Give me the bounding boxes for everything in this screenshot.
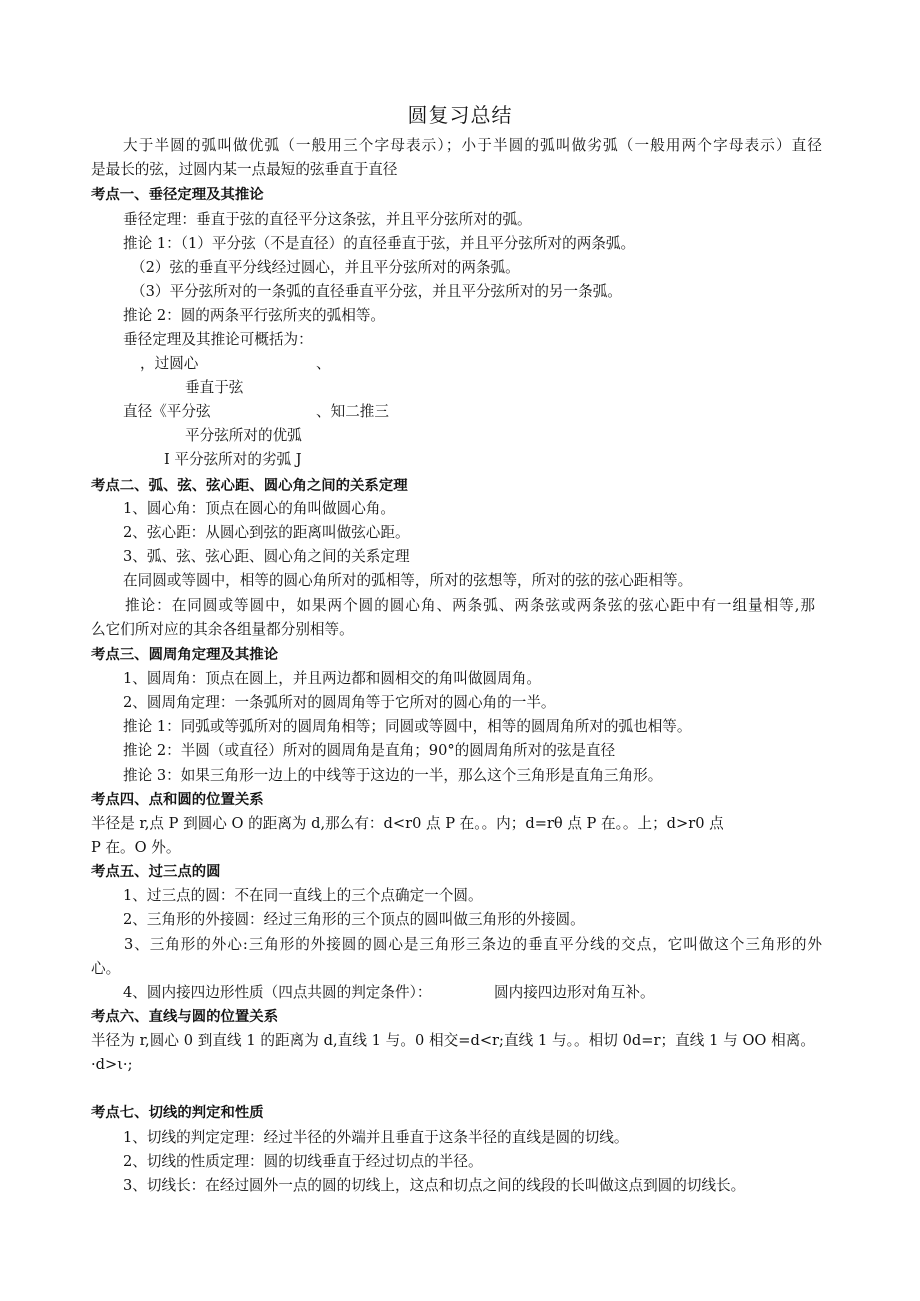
- section-heading: 考点六、直线与圆的位置关系: [91, 1009, 279, 1025]
- outline-line: 、: [316, 355, 331, 372]
- outline-line: 、知二推三: [316, 403, 389, 420]
- text-line: 推论 2：半圆（或直径）所对的圆周角是直角；90°的圆周角所对的弦是直径: [123, 742, 616, 759]
- section-heading: 考点七、切线的判定和性质: [91, 1105, 264, 1121]
- intro-line: 是最长的弦，过圆内某一点最短的弦垂直于直径: [91, 161, 398, 178]
- text-line: 么它们所对应的其余各组量都分别相等。: [91, 621, 354, 638]
- text-line: 3、三角形的外心:三角形的外接圆的圆心是三角形三条边的垂直平分线的交点，它叫做这个三角形的外: [124, 936, 822, 953]
- text-line: 在同圆或等圆中，相等的圆心角所对的弧相等，所对的弦想等，所对的弦的弦心距相等。: [123, 572, 693, 589]
- text-line: 推论 1：同弧或等弧所对的圆周角相等；同圆或等圆中，相等的圆周角所对的弧也相等。: [123, 718, 692, 735]
- text-line: （2）弦的垂直平分线经过圆心，并且平分弦所对的两条弧。: [131, 259, 520, 276]
- outline-line: 直径《平分弦: [123, 403, 211, 420]
- outline-line: 垂直于弦: [185, 379, 244, 396]
- intro-line: 大于半圆的弧叫做优弧（一般用三个字母表示）；小于半圆的弧叫做劣弧（一般用两个字母表示）直径: [123, 137, 822, 154]
- section-heading: 考点五、过三点的圆: [91, 864, 221, 880]
- text-line: 垂径定理：垂直于弦的直径平分这条弦，并且平分弦所对的弧。: [123, 211, 532, 228]
- text-line: 2、切线的性质定理：圆的切线垂直于经过切点的半径。: [123, 1153, 483, 1170]
- text-line: 3、切线长：在经过圆外一点的圆的切线上，这点和切点之间的线段的长叫做这点到圆的切线长。: [123, 1177, 746, 1194]
- text-line: 推论 2：圆的两条平行弦所夹的弧相等。: [123, 307, 386, 324]
- text-line: 3、弧、弦、弦心距、圆心角之间的关系定理: [123, 548, 410, 565]
- text-line: 2、三角形的外接圆：经过三角形的三个顶点的圆叫做三角形的外接圆。: [123, 911, 585, 928]
- text-line: 2、圆周角定理：一条弧所对的圆周角等于它所对的圆心角的一半。: [123, 694, 556, 711]
- page-title: 圆复习总结: [407, 103, 513, 127]
- text-line: ·d>ι·;: [91, 1056, 133, 1073]
- text-line: 1、切线的判定定理：经过半径的外端并且垂直于这条半径的直线是圆的切线。: [123, 1129, 629, 1146]
- text-line: 圆内接四边形对角互补。: [494, 984, 655, 1001]
- outline-line: I 平分弦所对的劣弧 J: [164, 451, 302, 468]
- text-line: 心。: [91, 960, 121, 977]
- section-heading: 考点四、点和圆的位置关系: [91, 792, 264, 808]
- section-heading: 考点一、垂径定理及其推论: [91, 187, 264, 203]
- section-heading: 考点二、弧、弦、弦心距、圆心角之间的关系定理: [91, 478, 408, 494]
- text-line: 推论 1：（1）平分弦（不是直径）的直径垂直于弦，并且平分弦所对的两条弧。: [123, 235, 636, 252]
- text-line: 4、圆内接四边形性质（四点共圆的判定条件）：: [123, 984, 432, 1001]
- text-line: （3）平分弦所对的一条弧的直径垂直平分弦，并且平分弦所对的另一条弧。: [131, 283, 622, 300]
- text-line: P 在。O 外。: [91, 839, 181, 856]
- text-line: 1、过三点的圆：不在同一直线上的三个点确定一个圆。: [123, 887, 483, 904]
- text-line: 2、弦心距：从圆心到弦的距离叫做弦心距。: [123, 524, 410, 541]
- section-heading: 考点三、圆周角定理及其推论: [91, 647, 279, 663]
- text-line: 半径是 r,点 P 到圆心 O 的距离为 d,那么有：d<r0 点 P 在。。内；d=rθ 点 P 在。。上；d>r0 点: [91, 815, 724, 832]
- text-line: 1、圆心角：顶点在圆心的角叫做圆心角。: [123, 500, 395, 517]
- text-line: 半径为 r,圆心 0 到直线 1 的距离为 d,直线 1 与。0 相交=d<r;直线 1 与。。相切 0d=r；直线 1 与 OO 相离。: [91, 1032, 815, 1049]
- text-line: 推论 3：如果三角形一边上的中线等于这边的一半，那么这个三角形是直角三角形。: [123, 767, 663, 784]
- outline-line: ，过圆心: [140, 355, 199, 372]
- outline-line: 平分弦所对的优弧: [185, 427, 302, 444]
- text-line: 推论：在同圆或等圆中，如果两个圆的圆心角、两条弧、两条弦或两条弦的弦心距中有一组量相等,那: [125, 597, 815, 614]
- text-line: 垂径定理及其推论可概括为：: [123, 331, 313, 348]
- text-line: 1、圆周角：顶点在圆上，并且两边都和圆相交的角叫做圆周角。: [123, 670, 541, 687]
